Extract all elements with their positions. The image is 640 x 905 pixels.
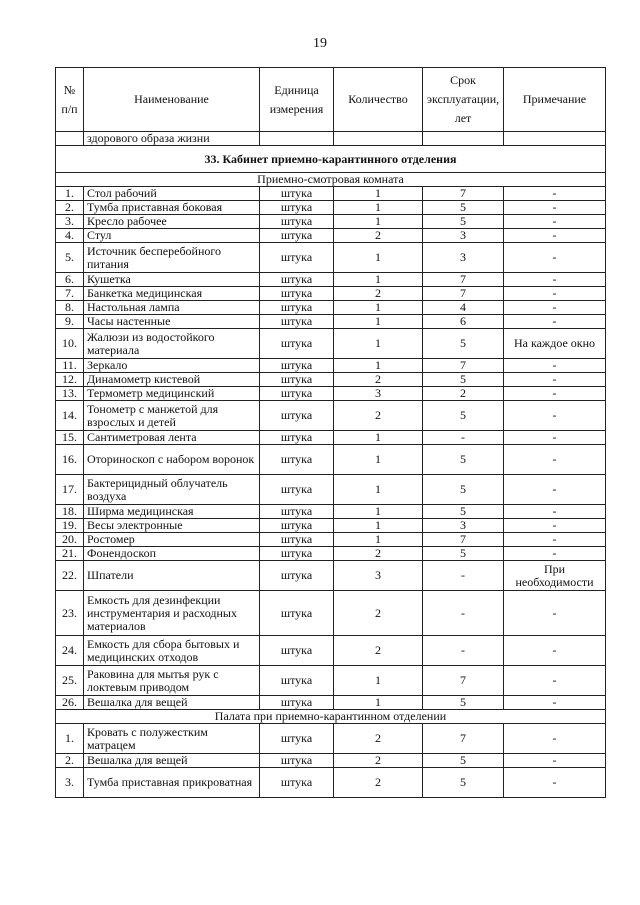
cell-name: Весы электронные: [84, 519, 260, 533]
cell-qty: 1: [334, 533, 423, 547]
cell-name: Емкость для дезинфекции инструментария и расходных материалов: [84, 591, 260, 636]
cell-unit: штука: [260, 768, 334, 798]
cell-note: -: [504, 273, 606, 287]
cell-num: 25.: [56, 666, 84, 696]
cell-note: -: [504, 431, 606, 445]
cell-term: 5: [423, 215, 504, 229]
cell-note: -: [504, 387, 606, 401]
cell-name: Емкость для сбора бытовых и медицинских отходов: [84, 636, 260, 666]
table-row: [56, 768, 606, 798]
cell-name: Оториноскоп с набором воронок: [84, 445, 260, 475]
table-row: [56, 591, 606, 636]
cell-name: Динамометр кистевой: [84, 373, 260, 387]
subsection-title-1: Приемно-смотровая комната: [56, 173, 606, 187]
table-row: [56, 475, 606, 505]
cell-note: -: [504, 519, 606, 533]
continuation-row: [56, 132, 606, 146]
cell-qty: 2: [334, 768, 423, 798]
cell-name: Шпатели: [84, 561, 260, 591]
cell-name: Стол рабочий: [84, 187, 260, 201]
cell-name: Банкетка медицинская: [84, 287, 260, 301]
cell-qty: 1: [334, 201, 423, 215]
cell-term: 7: [423, 724, 504, 754]
cell-qty: 2: [334, 401, 423, 431]
cell-num: 22.: [56, 561, 84, 591]
cell-term: -: [423, 636, 504, 666]
cell-term: 7: [423, 359, 504, 373]
cell-term: 7: [423, 533, 504, 547]
cell-name: Тумба приставная прикроватная: [84, 768, 260, 798]
cell-term: 2: [423, 387, 504, 401]
cell-name: Тумба приставная боковая: [84, 201, 260, 215]
cell-name: Зеркало: [84, 359, 260, 373]
cell-term: 7: [423, 273, 504, 287]
cell-qty: 1: [334, 475, 423, 505]
cell-term: -: [423, 561, 504, 591]
cell-term: 3: [423, 519, 504, 533]
cell-qty: 1: [334, 505, 423, 519]
cell-name: Кушетка: [84, 273, 260, 287]
cell-note: При необходимости: [504, 561, 606, 591]
cell-unit: штука: [260, 315, 334, 329]
cell-name: Термометр медицинский: [84, 387, 260, 401]
cell-num: 4.: [56, 229, 84, 243]
cell-unit: штука: [260, 215, 334, 229]
cell-unit: штука: [260, 636, 334, 666]
cell-num: 26.: [56, 696, 84, 710]
cell-num: 21.: [56, 547, 84, 561]
cell-term: 5: [423, 445, 504, 475]
table-row: [56, 273, 606, 287]
cell-unit: штука: [260, 229, 334, 243]
cell-qty: 1: [334, 696, 423, 710]
cell-name: Часы настенные: [84, 315, 260, 329]
table-row: [56, 229, 606, 243]
cell-num: 1.: [56, 724, 84, 754]
cell-term: 7: [423, 187, 504, 201]
cell-unit: штука: [260, 505, 334, 519]
cell-num: 1.: [56, 187, 84, 201]
table-row: [56, 401, 606, 431]
cell-note: -: [504, 301, 606, 315]
table-row: [56, 636, 606, 666]
cell-unit: штука: [260, 329, 334, 359]
cell-qty: 1: [334, 666, 423, 696]
cell-note: -: [504, 768, 606, 798]
cell-qty: 2: [334, 547, 423, 561]
cell-note: -: [504, 547, 606, 561]
table-row: [56, 696, 606, 710]
cell-term: 7: [423, 666, 504, 696]
table-row: [56, 519, 606, 533]
table-row: [56, 387, 606, 401]
cell-unit: штука: [260, 301, 334, 315]
table-row: [56, 754, 606, 768]
cell-unit: штука: [260, 373, 334, 387]
cell-note: -: [504, 359, 606, 373]
table-row: [56, 373, 606, 387]
cell-num: 15.: [56, 431, 84, 445]
cell-unit: штука: [260, 243, 334, 273]
cell-num: 23.: [56, 591, 84, 636]
cell-term: 5: [423, 547, 504, 561]
cell-name: Кресло рабочее: [84, 215, 260, 229]
cell-unit: штука: [260, 533, 334, 547]
cell-term: [423, 132, 504, 146]
table-row: [56, 287, 606, 301]
cell-name: Вешалка для вещей: [84, 754, 260, 768]
cell-note: -: [504, 229, 606, 243]
cell-num: 6.: [56, 273, 84, 287]
table-row: [56, 215, 606, 229]
cell-note: -: [504, 754, 606, 768]
cell-num: 13.: [56, 387, 84, 401]
cell-term: -: [423, 431, 504, 445]
cell-qty: 2: [334, 287, 423, 301]
header-note: Примечание: [504, 68, 606, 132]
cell-num: 12.: [56, 373, 84, 387]
cell-unit: штука: [260, 201, 334, 215]
header-num: № п/п: [56, 68, 84, 132]
table-row: [56, 187, 606, 201]
cell-unit: [260, 132, 334, 146]
cell-unit: штука: [260, 754, 334, 768]
cell-num: 3.: [56, 768, 84, 798]
cell-note: -: [504, 315, 606, 329]
cell-unit: штука: [260, 591, 334, 636]
cell-term: 3: [423, 243, 504, 273]
cell-qty: 1: [334, 301, 423, 315]
cell-num: 11.: [56, 359, 84, 373]
cell-term: 5: [423, 754, 504, 768]
cell-num: 3.: [56, 215, 84, 229]
cell-qty: 2: [334, 373, 423, 387]
cell-note: -: [504, 401, 606, 431]
cell-unit: штука: [260, 561, 334, 591]
table-row: [56, 201, 606, 215]
cell-num: 19.: [56, 519, 84, 533]
cell-term: 6: [423, 315, 504, 329]
header-name: Наименование: [84, 68, 260, 132]
cell-unit: штука: [260, 273, 334, 287]
table-row: [56, 547, 606, 561]
subsection-row: [56, 710, 606, 724]
cell-num: 18.: [56, 505, 84, 519]
subsection-title-2: Палата при приемно-карантинном отделении: [56, 710, 606, 724]
table-row: [56, 301, 606, 315]
cell-name: Бактерицидный облучатель воздуха: [84, 475, 260, 505]
cell-name: Кровать с полужестким матрацем: [84, 724, 260, 754]
section-title: 33. Кабинет приемно-карантинного отделения: [56, 146, 606, 173]
table-row: [56, 533, 606, 547]
cell-qty: 1: [334, 243, 423, 273]
section-row: [56, 146, 606, 173]
cell-unit: штука: [260, 187, 334, 201]
cell-term: 5: [423, 768, 504, 798]
table-row: [56, 505, 606, 519]
cell-name: Ростомер: [84, 533, 260, 547]
equipment-table: [55, 67, 606, 798]
cell-qty: 3: [334, 387, 423, 401]
cell-unit: штука: [260, 431, 334, 445]
cell-name: Ширма медицинская: [84, 505, 260, 519]
cell-unit: штука: [260, 359, 334, 373]
cell-qty: [334, 132, 423, 146]
cell-name: Стул: [84, 229, 260, 243]
table-row: [56, 666, 606, 696]
cell-term: 5: [423, 329, 504, 359]
cell-name: Фонендоскоп: [84, 547, 260, 561]
cell-num: 2.: [56, 201, 84, 215]
cell-unit: штука: [260, 547, 334, 561]
table-row: [56, 329, 606, 359]
cell-num: 7.: [56, 287, 84, 301]
cell-unit: штука: [260, 387, 334, 401]
cell-qty: 2: [334, 754, 423, 768]
cell-num: 10.: [56, 329, 84, 359]
cell-term: 5: [423, 401, 504, 431]
subsection-row: [56, 173, 606, 187]
cell-note: -: [504, 475, 606, 505]
header-unit: Единица измерения: [260, 68, 334, 132]
table-row: [56, 243, 606, 273]
cell-num: 9.: [56, 315, 84, 329]
cell-unit: штука: [260, 519, 334, 533]
cell-name: Сантиметровая лента: [84, 431, 260, 445]
cell-qty: 1: [334, 273, 423, 287]
table-row: [56, 561, 606, 591]
cell-qty: 1: [334, 359, 423, 373]
cell-name: Раковина для мытья рук с локтевым приводом: [84, 666, 260, 696]
cell-qty: 1: [334, 329, 423, 359]
cell-num: 5.: [56, 243, 84, 273]
cell-note: -: [504, 591, 606, 636]
cell-note: -: [504, 287, 606, 301]
cell-qty: 1: [334, 187, 423, 201]
cell-name: Жалюзи из водостойкого материала: [84, 329, 260, 359]
cell-term: 4: [423, 301, 504, 315]
cell-unit: штука: [260, 475, 334, 505]
cell-note: -: [504, 505, 606, 519]
cell-note: -: [504, 243, 606, 273]
table-row: [56, 445, 606, 475]
cell-note: [504, 132, 606, 146]
table-row: [56, 724, 606, 754]
cell-num: [56, 132, 84, 146]
cell-note: -: [504, 215, 606, 229]
cell-qty: 1: [334, 519, 423, 533]
cell-name: здорового образа жизни: [84, 132, 260, 146]
cell-term: 5: [423, 475, 504, 505]
cell-unit: штука: [260, 724, 334, 754]
cell-note: -: [504, 533, 606, 547]
cell-qty: 3: [334, 561, 423, 591]
cell-unit: штука: [260, 696, 334, 710]
cell-term: 7: [423, 287, 504, 301]
cell-note: -: [504, 445, 606, 475]
cell-num: 8.: [56, 301, 84, 315]
cell-qty: 2: [334, 724, 423, 754]
cell-unit: штука: [260, 666, 334, 696]
cell-num: 14.: [56, 401, 84, 431]
cell-qty: 2: [334, 229, 423, 243]
cell-note: -: [504, 724, 606, 754]
cell-num: 24.: [56, 636, 84, 666]
cell-qty: 1: [334, 431, 423, 445]
cell-qty: 1: [334, 445, 423, 475]
cell-note: -: [504, 373, 606, 387]
cell-note: -: [504, 666, 606, 696]
cell-name: Настольная лампа: [84, 301, 260, 315]
cell-name: Вешалка для вещей: [84, 696, 260, 710]
cell-note: На каждое окно: [504, 329, 606, 359]
header-term: Срок эксплуатации, лет: [423, 68, 504, 132]
cell-qty: 1: [334, 315, 423, 329]
cell-note: -: [504, 696, 606, 710]
cell-note: -: [504, 187, 606, 201]
cell-num: 2.: [56, 754, 84, 768]
table-row: [56, 431, 606, 445]
header-qty: Количество: [334, 68, 423, 132]
cell-term: 5: [423, 696, 504, 710]
cell-note: -: [504, 636, 606, 666]
cell-qty: 2: [334, 636, 423, 666]
cell-term: 5: [423, 505, 504, 519]
table-header-row: [56, 68, 606, 132]
cell-unit: штука: [260, 401, 334, 431]
cell-num: 16.: [56, 445, 84, 475]
cell-term: 5: [423, 373, 504, 387]
cell-term: 3: [423, 229, 504, 243]
cell-term: -: [423, 591, 504, 636]
cell-qty: 1: [334, 215, 423, 229]
cell-name: Источник бесперебойного питания: [84, 243, 260, 273]
cell-name: Тонометр с манжетой для взрослых и детей: [84, 401, 260, 431]
cell-num: 17.: [56, 475, 84, 505]
cell-term: 5: [423, 201, 504, 215]
page-number: 19: [313, 36, 327, 51]
cell-qty: 2: [334, 591, 423, 636]
cell-unit: штука: [260, 287, 334, 301]
cell-note: -: [504, 201, 606, 215]
table-row: [56, 315, 606, 329]
cell-unit: штука: [260, 445, 334, 475]
cell-num: 20.: [56, 533, 84, 547]
table-row: [56, 359, 606, 373]
